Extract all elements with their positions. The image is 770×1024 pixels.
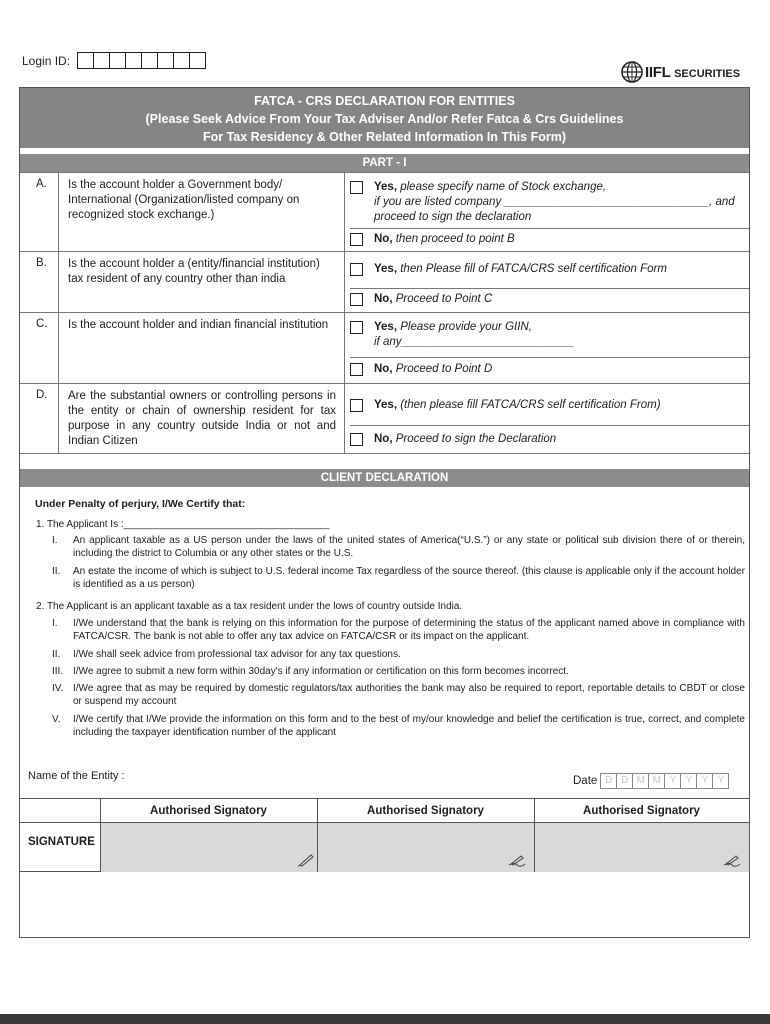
declaration-subitem: I/We understand that the bank is relying on this information for the purpose of determining the status of the applicant named above in compliance with FATCA/CSR. The bank is not able to offer any tax advice on FATCA/CSR or its impact on the applicant. bbox=[73, 618, 745, 642]
sign-pen-icon bbox=[508, 853, 526, 867]
checkbox-yes[interactable] bbox=[350, 399, 363, 412]
question-letter: B. bbox=[36, 257, 47, 269]
signature-box-3[interactable] bbox=[535, 823, 749, 872]
declaration-item-1: 1. The Applicant Is :_____________________________________ bbox=[36, 519, 330, 530]
question-text: Is the account holder a Government body/ International (Organization/listed company on recognized stock exchange.) bbox=[68, 179, 300, 221]
login-id bbox=[22, 52, 206, 69]
login-id-box[interactable] bbox=[109, 52, 126, 69]
option-no: No, then proceed to point B bbox=[350, 232, 749, 247]
item-number: III. bbox=[52, 666, 64, 677]
question-letter: C. bbox=[36, 318, 48, 330]
checkbox-yes[interactable] bbox=[350, 321, 363, 334]
checkbox-yes[interactable] bbox=[350, 181, 363, 194]
declaration-subitem: I/We agree to submit a new form within 30day's if any information or certification on this form becomes incorrect. bbox=[73, 666, 569, 677]
option-no: No, Proceed to Point D bbox=[350, 362, 749, 377]
question-letter: D. bbox=[36, 389, 48, 401]
question-text: Is the account holder a (entity/financial institution) tax resident of any country other than india bbox=[68, 258, 320, 285]
title-line-3: For Tax Residency & Other Related Information In This Form) bbox=[202, 130, 566, 144]
title-line-2: (Please Seek Advice From Your Tax Adviser And/or Refer Fatca & Crs Guidelines bbox=[145, 112, 624, 126]
question-letter: A. bbox=[36, 178, 47, 190]
item-number: I. bbox=[52, 535, 58, 546]
date-boxes[interactable] bbox=[601, 773, 729, 789]
declaration-subitem: An applicant taxable as a US person under the laws of the united states of America(“U.S.”) or any state or political sub division there of or therein, including the district to Columbia or any other states or the U.S. bbox=[73, 535, 745, 559]
logo-wordmark bbox=[645, 64, 740, 81]
login-id-box[interactable] bbox=[77, 52, 94, 69]
login-id-box[interactable] bbox=[141, 52, 158, 69]
login-id-boxes[interactable] bbox=[78, 52, 206, 69]
date-label: Date bbox=[573, 775, 598, 787]
logo-globe-icon bbox=[621, 61, 643, 83]
login-id-box[interactable] bbox=[157, 52, 174, 69]
checkbox-yes[interactable] bbox=[350, 263, 363, 276]
question-row-b bbox=[20, 251, 749, 312]
date-box[interactable]: Y bbox=[696, 773, 713, 789]
pen-icon bbox=[297, 853, 315, 867]
item-number: II. bbox=[52, 649, 61, 660]
entity-name-label: Name of the Entity : bbox=[28, 770, 125, 782]
signature-table bbox=[20, 798, 749, 872]
declaration-item-2: 2. The Applicant is an applicant taxable as a tax resident under the lows of country outside India. bbox=[36, 601, 463, 612]
option-yes: Yes, then Please fill of FATCA/CRS self certification Form bbox=[350, 262, 749, 277]
declaration-subitem: I/We shall seek advice from professional tax advisor for any tax questions. bbox=[73, 649, 401, 660]
signatory-header-2: Authorised Signatory bbox=[317, 799, 534, 823]
declaration-lead: Under Penalty of perjury, I/We Certify that: bbox=[35, 498, 246, 510]
question-text: Is the account holder and indian financial institution bbox=[68, 319, 329, 331]
date-box[interactable]: Y bbox=[664, 773, 681, 789]
login-id-label: Login ID: bbox=[22, 53, 71, 68]
declaration-subitem: An estate the income of which is subject to U.S. federal income Tax regardless of the source thereof. (this clause is applicable only if the account holder is identified as a us person) bbox=[73, 566, 745, 590]
form-title bbox=[20, 88, 749, 148]
sign-pen-icon bbox=[723, 853, 741, 867]
question-text: Are the substantial owners or controlling persons in the entity or chain of ownership resident for tax purpose in any country outside India or not and Indian Citizen bbox=[68, 390, 336, 447]
signatory-header-1: Authorised Signatory bbox=[100, 799, 317, 823]
item-number: I. bbox=[52, 618, 58, 629]
part-1-bottom-rule bbox=[20, 453, 749, 454]
item-number: V. bbox=[52, 714, 61, 725]
option-no: No, Proceed to sign the Declaration bbox=[350, 432, 749, 447]
part-1-header: PART - I bbox=[20, 154, 749, 172]
title-line-1: FATCA - CRS DECLARATION FOR ENTITIES bbox=[254, 94, 515, 108]
signature-row-label: SIGNATURE bbox=[28, 836, 95, 848]
checkbox-no[interactable] bbox=[350, 363, 363, 376]
logo-suffix: SECURITIES bbox=[674, 67, 741, 80]
option-yes: Yes, please specify name of Stock exchange, if you are listed company ________________________________, and proceed to sign the declaration bbox=[350, 180, 749, 225]
signature-box-1[interactable] bbox=[101, 823, 317, 872]
signatory-header-3: Authorised Signatory bbox=[534, 799, 749, 823]
signature-box-2[interactable] bbox=[318, 823, 534, 872]
date-field bbox=[573, 773, 729, 789]
option-yes: Yes, Please provide your GIIN, if any___________________________ bbox=[350, 320, 749, 350]
checkbox-no[interactable] bbox=[350, 293, 363, 306]
company-logo bbox=[621, 61, 740, 83]
signature-corner bbox=[20, 799, 100, 823]
checkbox-no[interactable] bbox=[350, 433, 363, 446]
item-number: IV. bbox=[52, 683, 64, 694]
option-no: No, Proceed to Point C bbox=[350, 292, 749, 307]
date-box[interactable]: M bbox=[632, 773, 649, 789]
question-row-d bbox=[20, 383, 749, 453]
footer-bar bbox=[0, 1014, 770, 1024]
checkbox-no[interactable] bbox=[350, 233, 363, 246]
client-declaration-header: CLIENT DECLARATION bbox=[20, 469, 749, 487]
date-box[interactable]: D bbox=[616, 773, 633, 789]
question-row-c bbox=[20, 312, 749, 383]
date-box[interactable]: D bbox=[600, 773, 617, 789]
declaration-subitem: I/We agree that as may be required by domestic regulators/tax authorities the bank may also be required to report, reportable details to CBDT or close or suspend my account bbox=[73, 683, 745, 707]
login-id-box[interactable] bbox=[189, 52, 206, 69]
fatca-crs-form bbox=[19, 87, 750, 938]
question-row-a bbox=[20, 172, 749, 251]
logo-brand: IIFL bbox=[645, 63, 671, 81]
login-id-box[interactable] bbox=[125, 52, 142, 69]
login-id-box[interactable] bbox=[173, 52, 190, 69]
option-yes: Yes, (then please fill FATCA/CRS self certification From) bbox=[350, 398, 749, 413]
login-id-box[interactable] bbox=[93, 52, 110, 69]
date-box[interactable]: Y bbox=[712, 773, 729, 789]
item-number: II. bbox=[52, 566, 61, 577]
date-box[interactable]: M bbox=[648, 773, 665, 789]
date-box[interactable]: Y bbox=[680, 773, 697, 789]
declaration-subitem: I/We certify that I/We provide the information on this form and to the best of my/our knowledge and belief the certification is true, correct, and complete including the taxpayer identification number of the applicant bbox=[73, 714, 745, 738]
